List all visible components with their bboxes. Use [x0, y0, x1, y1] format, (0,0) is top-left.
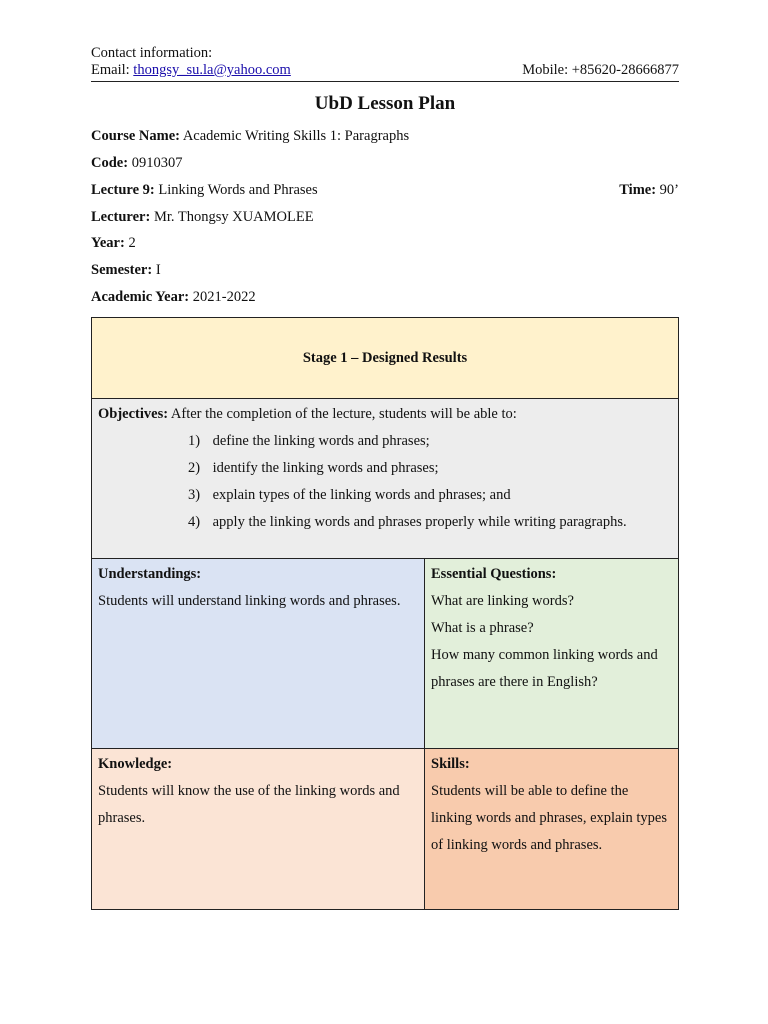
lecture-value: Linking Words and Phrases [158, 182, 318, 198]
understandings-label: Understandings: [98, 566, 202, 582]
semester-label: Semester: [91, 262, 153, 278]
knowledge-label: Knowledge: [98, 756, 173, 772]
course-label: Course Name: [91, 128, 180, 144]
understandings-text: Students will understand linking words and phrases. [98, 593, 401, 609]
semester-line [91, 262, 679, 279]
objective-text: identify the linking words and phrases; [212, 460, 439, 476]
mobile-number: Mobile: +85620-28666877 [522, 62, 679, 78]
lecturer-value: Mr. Thongsy XUAMOLEE [153, 209, 314, 225]
objectives-intro-line [98, 401, 672, 428]
academic-year-line [91, 289, 679, 306]
knowledge-cell [92, 749, 425, 909]
course-value: Academic Writing Skills 1: Paragraphs [182, 128, 410, 144]
year-line [91, 235, 679, 252]
objective-text: apply the linking words and phrases properly while writing paragraphs. [212, 514, 627, 530]
objective-number: 2) [188, 460, 201, 476]
objective-number: 4) [188, 514, 201, 530]
objectives-intro: After the completion of the lecture, students will be able to: [170, 406, 517, 422]
contact-label: Contact information: [91, 45, 213, 61]
knowledge-skills-row [92, 749, 678, 909]
stage1-table [91, 317, 679, 910]
lecturer-line [91, 209, 679, 226]
academic-year-label: Academic Year: [91, 289, 190, 305]
header-divider [91, 81, 679, 82]
year-label: Year: [91, 235, 125, 251]
time-field [619, 182, 679, 199]
lecture-label: Lecture 9: [91, 182, 155, 198]
year-value: 2 [128, 235, 136, 251]
objective-number: 1) [188, 433, 201, 449]
code-line [91, 155, 679, 172]
lecturer-label: Lecturer: [91, 209, 151, 225]
objective-item [188, 455, 672, 482]
objective-item [188, 509, 672, 536]
contact-header [91, 45, 679, 79]
time-label: Time: [619, 182, 657, 198]
objectives-cell [92, 399, 678, 559]
essential-question: What are linking words? [431, 593, 574, 609]
knowledge-text: Students will know the use of the linking words and phrases. [98, 783, 400, 826]
objective-number: 3) [188, 487, 201, 503]
essential-questions-label: Essential Questions: [431, 566, 557, 582]
skills-label: Skills: [431, 756, 470, 772]
objective-item [188, 482, 672, 509]
email-link[interactable]: thongsy_su.la@yahoo.com [133, 62, 291, 78]
objective-text: define the linking words and phrases; [212, 433, 430, 449]
stage1-heading: Stage 1 – Designed Results [92, 318, 678, 399]
course-name-line [91, 128, 679, 145]
understandings-cell [92, 559, 425, 748]
objectives-label: Objectives: [98, 406, 169, 422]
understandings-questions-row [92, 559, 678, 749]
objective-text: explain types of the linking words and phrases; and [212, 487, 511, 503]
essential-question: How many common linking words and phrases are there in English? [431, 647, 658, 690]
skills-text: Students will be able to define the linking words and phrases, explain types of linking words and phrases. [431, 783, 667, 853]
objective-item [188, 428, 672, 455]
email-line [91, 62, 291, 79]
academic-year-value: 2021-2022 [192, 289, 256, 305]
email-label: Email: [91, 62, 130, 78]
time-value: 90’ [659, 182, 679, 198]
essential-questions-cell [425, 559, 678, 748]
page-title: UbD Lesson Plan [314, 93, 456, 114]
objectives-list [98, 428, 672, 536]
code-label: Code: [91, 155, 129, 171]
semester-value: I [155, 262, 161, 278]
code-value: 0910307 [131, 155, 183, 171]
essential-question: What is a phrase? [431, 620, 534, 636]
lecture-line [91, 182, 679, 199]
skills-cell [425, 749, 678, 909]
